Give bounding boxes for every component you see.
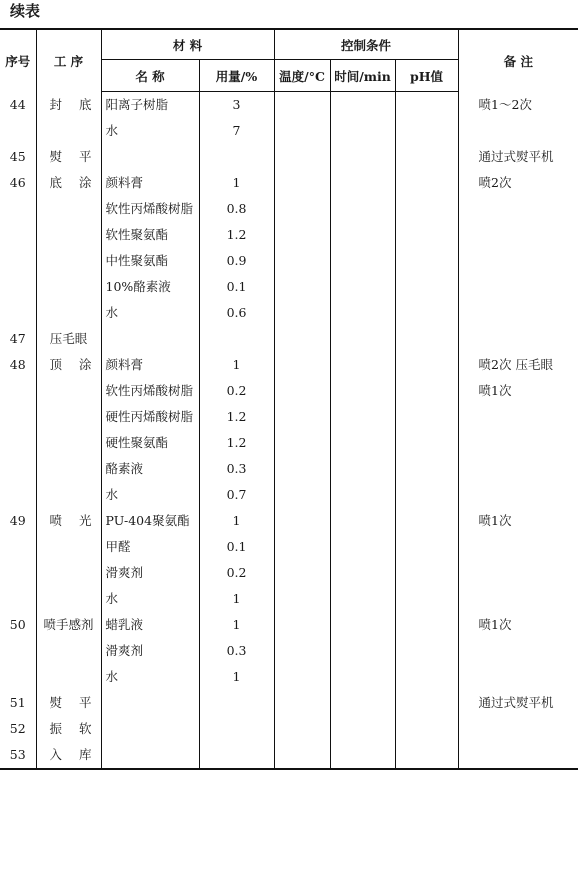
row-remark xyxy=(458,248,578,274)
row-time xyxy=(330,326,395,352)
row-process xyxy=(36,222,101,248)
row-process xyxy=(36,430,101,456)
row-amount: 1.2 xyxy=(199,404,274,430)
row-amount: 0.9 xyxy=(199,248,274,274)
table-row xyxy=(0,170,578,196)
row-amount: 1 xyxy=(199,352,274,378)
row-process xyxy=(36,378,101,404)
table-row xyxy=(0,560,578,586)
table-row xyxy=(0,638,578,664)
row-remark xyxy=(458,326,578,352)
process-char: 底 xyxy=(78,96,92,112)
row-temperature xyxy=(274,560,330,586)
row-temperature xyxy=(274,456,330,482)
header-time: 时间/min xyxy=(330,60,395,92)
row-ph xyxy=(395,118,458,144)
table-row xyxy=(0,118,578,144)
row-remark xyxy=(458,196,578,222)
row-amount: 1 xyxy=(199,170,274,196)
row-process xyxy=(36,534,101,560)
row-process xyxy=(36,612,101,638)
process-char: 熨 xyxy=(49,695,63,710)
table-caption: 续表 xyxy=(10,2,41,20)
header-remarks: 备 注 xyxy=(458,29,578,92)
row-remark xyxy=(458,456,578,482)
row-time xyxy=(330,508,395,534)
row-number xyxy=(0,586,36,612)
row-time xyxy=(330,196,395,222)
row-material: 甲醛 xyxy=(101,534,199,560)
row-amount xyxy=(199,742,274,769)
row-number xyxy=(0,222,36,248)
row-material: 硬性聚氨酯 xyxy=(101,430,199,456)
row-time xyxy=(330,482,395,508)
row-process xyxy=(36,170,101,196)
row-material: 阳离子树脂 xyxy=(101,92,199,119)
table-row xyxy=(0,482,578,508)
row-time xyxy=(330,638,395,664)
row-temperature xyxy=(274,352,330,378)
row-time xyxy=(330,456,395,482)
process-char: 喷 xyxy=(49,513,63,528)
row-amount: 1.2 xyxy=(199,222,274,248)
row-temperature xyxy=(274,534,330,560)
row-material xyxy=(101,326,199,352)
row-amount: 1 xyxy=(199,586,274,612)
row-process xyxy=(36,716,101,742)
header-temperature: 温度/°C xyxy=(274,60,330,92)
row-amount xyxy=(199,716,274,742)
row-remark xyxy=(458,638,578,664)
row-process xyxy=(36,404,101,430)
row-amount: 0.3 xyxy=(199,638,274,664)
row-amount: 0.1 xyxy=(199,274,274,300)
row-ph xyxy=(395,534,458,560)
process-text: 喷手感剂 xyxy=(43,617,94,632)
row-ph xyxy=(395,248,458,274)
process-char: 平 xyxy=(78,149,92,164)
row-temperature xyxy=(274,508,330,534)
row-material: 10%酪素液 xyxy=(101,274,199,300)
row-time xyxy=(330,300,395,326)
table-row xyxy=(0,456,578,482)
row-amount: 1.2 xyxy=(199,430,274,456)
row-remark xyxy=(458,404,578,430)
table-row xyxy=(0,274,578,300)
row-temperature xyxy=(274,612,330,638)
row-remark xyxy=(458,534,578,560)
row-process xyxy=(36,664,101,690)
row-temperature xyxy=(274,716,330,742)
row-temperature xyxy=(274,482,330,508)
row-number xyxy=(0,430,36,456)
row-temperature xyxy=(274,92,330,119)
row-time xyxy=(330,222,395,248)
row-amount xyxy=(199,690,274,716)
row-ph xyxy=(395,352,458,378)
row-amount: 0.7 xyxy=(199,482,274,508)
row-remark xyxy=(458,560,578,586)
table-row xyxy=(0,612,578,638)
header-material-name: 名 称 xyxy=(101,60,199,92)
row-ph xyxy=(395,92,458,119)
row-ph xyxy=(395,560,458,586)
row-time xyxy=(330,92,395,119)
table-row xyxy=(0,430,578,456)
row-amount: 0.6 xyxy=(199,300,274,326)
row-process xyxy=(36,352,101,378)
row-number: 45 xyxy=(9,149,26,164)
row-number xyxy=(0,638,36,664)
row-ph xyxy=(395,742,458,769)
row-process xyxy=(36,92,101,119)
row-material: 颜料膏 xyxy=(101,170,199,196)
row-time xyxy=(330,690,395,716)
process-char: 熨 xyxy=(49,149,63,164)
row-process xyxy=(36,326,101,352)
process-char: 库 xyxy=(78,747,92,762)
row-number xyxy=(0,404,36,430)
row-time xyxy=(330,248,395,274)
row-amount: 3 xyxy=(199,92,274,119)
row-amount: 1 xyxy=(199,664,274,690)
row-number xyxy=(0,456,36,482)
row-material: 酪素液 xyxy=(101,456,199,482)
row-time xyxy=(330,352,395,378)
row-number: 53 xyxy=(9,747,26,762)
row-temperature xyxy=(274,196,330,222)
table-body xyxy=(0,92,578,770)
row-number xyxy=(0,664,36,690)
row-time xyxy=(330,742,395,769)
table-row xyxy=(0,586,578,612)
row-remark: 喷1次 xyxy=(458,508,578,534)
row-ph xyxy=(395,170,458,196)
table-row xyxy=(0,716,578,742)
header-no: 序号 xyxy=(5,53,31,69)
row-material: 水 xyxy=(101,300,199,326)
row-material: 软性丙烯酸树脂 xyxy=(101,196,199,222)
row-material: 水 xyxy=(101,664,199,690)
row-remark: 通过式熨平机 xyxy=(458,144,578,170)
row-material: 硬性丙烯酸树脂 xyxy=(101,404,199,430)
row-temperature xyxy=(274,300,330,326)
row-remark xyxy=(458,482,578,508)
row-remark: 喷1～2次 xyxy=(458,92,578,119)
row-process xyxy=(36,690,101,716)
row-material: 滑爽剂 xyxy=(101,560,199,586)
row-amount xyxy=(199,326,274,352)
row-time xyxy=(330,664,395,690)
row-number: 51 xyxy=(9,695,26,710)
row-temperature xyxy=(274,170,330,196)
process-char: 顶 xyxy=(49,357,63,372)
row-temperature xyxy=(274,690,330,716)
row-time xyxy=(330,586,395,612)
row-amount: 7 xyxy=(199,118,274,144)
row-temperature xyxy=(274,326,330,352)
row-ph xyxy=(395,144,458,170)
row-process xyxy=(36,586,101,612)
row-number xyxy=(0,482,36,508)
row-amount: 0.1 xyxy=(199,534,274,560)
process-char: 平 xyxy=(78,695,92,710)
row-material: 软性聚氨酯 xyxy=(101,222,199,248)
row-material xyxy=(101,690,199,716)
row-amount: 1 xyxy=(199,508,274,534)
process-char: 涂 xyxy=(78,175,92,190)
row-process xyxy=(36,196,101,222)
row-ph xyxy=(395,482,458,508)
row-material: 软性丙烯酸树脂 xyxy=(101,378,199,404)
row-ph xyxy=(395,586,458,612)
table-row xyxy=(0,326,578,352)
process-char: 振 xyxy=(49,721,63,736)
row-remark: 喷1次 xyxy=(458,612,578,638)
row-process xyxy=(36,508,101,534)
row-process xyxy=(36,456,101,482)
row-number: 48 xyxy=(9,357,26,372)
process-char: 涂 xyxy=(78,357,92,372)
row-number: 50 xyxy=(9,617,26,632)
row-material xyxy=(101,716,199,742)
row-material xyxy=(101,742,199,769)
row-ph xyxy=(395,612,458,638)
row-time xyxy=(330,716,395,742)
row-number xyxy=(0,560,36,586)
row-time xyxy=(330,612,395,638)
row-material: 颜料膏 xyxy=(101,352,199,378)
row-process xyxy=(36,248,101,274)
row-number xyxy=(0,300,36,326)
row-time xyxy=(330,378,395,404)
row-time xyxy=(330,404,395,430)
header-amount: 用量/% xyxy=(199,60,274,92)
table-row xyxy=(0,534,578,560)
table-row xyxy=(0,222,578,248)
row-remark: 喷1次 xyxy=(458,378,578,404)
row-amount: 0.8 xyxy=(199,196,274,222)
row-ph xyxy=(395,638,458,664)
process-char: 软 xyxy=(78,721,92,736)
row-number: 44 xyxy=(9,96,26,112)
row-ph xyxy=(395,690,458,716)
row-remark: 喷2次 压毛眼 xyxy=(458,352,578,378)
table-row xyxy=(0,300,578,326)
row-amount: 0.3 xyxy=(199,456,274,482)
row-ph xyxy=(395,274,458,300)
row-number: 46 xyxy=(9,175,26,190)
row-material: 滑爽剂 xyxy=(101,638,199,664)
row-material xyxy=(101,144,199,170)
row-remark xyxy=(458,716,578,742)
row-amount: 0.2 xyxy=(199,378,274,404)
table-row xyxy=(0,404,578,430)
row-temperature xyxy=(274,404,330,430)
table-row xyxy=(0,248,578,274)
row-material: 水 xyxy=(101,586,199,612)
process-text: 压毛眼 xyxy=(49,331,88,346)
row-number xyxy=(0,196,36,222)
row-time xyxy=(330,274,395,300)
row-temperature xyxy=(274,118,330,144)
row-ph xyxy=(395,300,458,326)
row-number: 47 xyxy=(9,331,26,346)
table-row xyxy=(0,690,578,716)
header-control: 控制条件 xyxy=(274,29,458,60)
row-process xyxy=(36,144,101,170)
row-process xyxy=(36,638,101,664)
row-number xyxy=(0,378,36,404)
row-amount xyxy=(199,144,274,170)
row-number: 49 xyxy=(9,513,26,528)
row-remark xyxy=(458,664,578,690)
row-number xyxy=(0,118,36,144)
table-row xyxy=(0,352,578,378)
row-material: 蜡乳液 xyxy=(101,612,199,638)
row-material: PU-404聚氨酯 xyxy=(101,508,199,534)
row-process xyxy=(36,274,101,300)
row-time xyxy=(330,144,395,170)
table-row xyxy=(0,144,578,170)
process-char: 底 xyxy=(49,175,63,190)
row-time xyxy=(330,560,395,586)
row-process xyxy=(36,482,101,508)
row-process xyxy=(36,300,101,326)
row-ph xyxy=(395,222,458,248)
row-temperature xyxy=(274,430,330,456)
row-remark xyxy=(458,274,578,300)
row-number: 52 xyxy=(9,721,26,736)
table-row xyxy=(0,664,578,690)
row-ph xyxy=(395,430,458,456)
row-number xyxy=(0,274,36,300)
row-ph xyxy=(395,326,458,352)
row-ph xyxy=(395,456,458,482)
row-temperature xyxy=(274,248,330,274)
process-char: 入 xyxy=(49,747,63,762)
row-material: 水 xyxy=(101,482,199,508)
row-material: 中性聚氨酯 xyxy=(101,248,199,274)
row-remark xyxy=(458,118,578,144)
header-process: 工 序 xyxy=(36,29,101,92)
row-time xyxy=(330,534,395,560)
header-ph: pH值 xyxy=(395,60,458,92)
row-amount: 0.2 xyxy=(199,560,274,586)
row-ph xyxy=(395,716,458,742)
table-row xyxy=(0,742,578,769)
row-remark: 喷2次 xyxy=(458,170,578,196)
process-char: 光 xyxy=(78,513,92,528)
row-temperature xyxy=(274,378,330,404)
row-temperature xyxy=(274,742,330,769)
row-remark: 通过式熨平机 xyxy=(458,690,578,716)
row-process xyxy=(36,742,101,769)
row-process xyxy=(36,118,101,144)
row-remark xyxy=(458,300,578,326)
row-remark xyxy=(458,742,578,769)
table-row xyxy=(0,196,578,222)
row-ph xyxy=(395,378,458,404)
row-temperature xyxy=(274,638,330,664)
table-row xyxy=(0,508,578,534)
row-ph xyxy=(395,196,458,222)
row-remark xyxy=(458,430,578,456)
row-number xyxy=(0,248,36,274)
table-row xyxy=(0,378,578,404)
row-number xyxy=(0,534,36,560)
row-remark xyxy=(458,222,578,248)
row-time xyxy=(330,170,395,196)
row-amount: 1 xyxy=(199,612,274,638)
row-temperature xyxy=(274,586,330,612)
row-temperature xyxy=(274,144,330,170)
row-material: 水 xyxy=(101,118,199,144)
process-table xyxy=(0,28,578,770)
process-char: 封 xyxy=(49,96,63,112)
row-ph xyxy=(395,508,458,534)
row-time xyxy=(330,118,395,144)
row-temperature xyxy=(274,664,330,690)
row-temperature xyxy=(274,274,330,300)
row-process xyxy=(36,560,101,586)
row-temperature xyxy=(274,222,330,248)
row-ph xyxy=(395,664,458,690)
row-remark xyxy=(458,586,578,612)
row-ph xyxy=(395,404,458,430)
table-row xyxy=(0,92,578,119)
row-time xyxy=(330,430,395,456)
header-materials: 材 料 xyxy=(101,29,274,60)
